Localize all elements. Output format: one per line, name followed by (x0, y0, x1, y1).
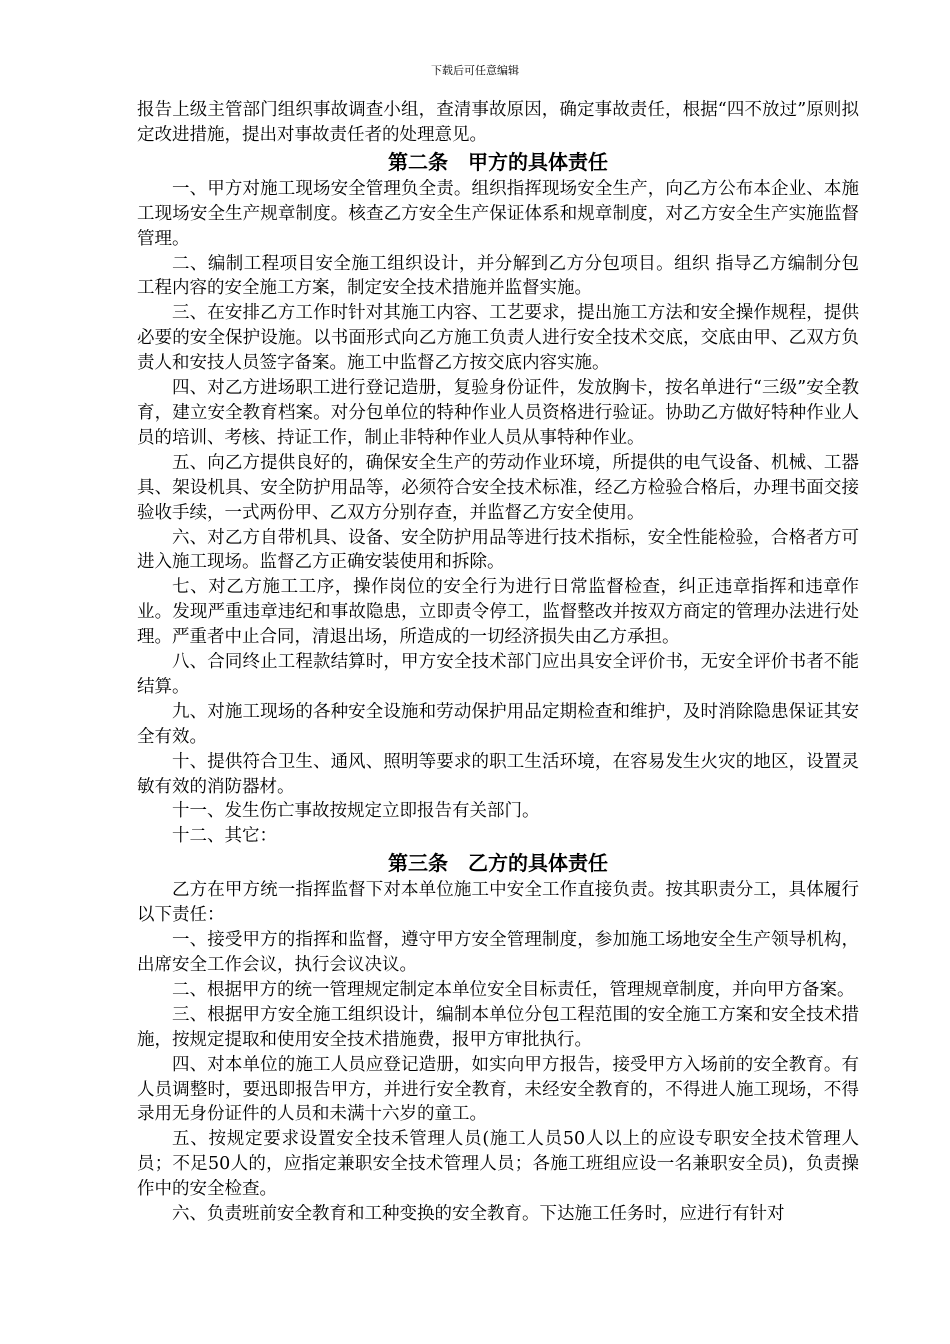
section-2-item-8: 八、合同终止工程款结算时，甲方安全技术部门应出具安全评价书，无安全评价书者不能结算。 (137, 652, 859, 697)
section-2-item-5: 五、向乙方提供良好的，确保安全生产的劳动作业环境，所提供的电气设备、机械、工器具、架设机具、安全防护用品等，必须符合安全技术标准，经乙方检验合格后，办理书面交接验收手续，一式两份甲、乙双方分别存查，并监督乙方安全使用。 (137, 452, 859, 523)
section-3-intro: 乙方在甲方统一指挥监督下对本单位施工中安全工作直接负责。按其职责分工，具体履行以下责任： (137, 880, 859, 926)
section-2-item-1: 一、甲方对施工现场安全管理负全责。组织指挥现场安全生产，向乙方公布本企业、本施工现场安全生产规章制度。核查乙方安全生产保证体系和规章制度，对乙方安全生产实施监督管理。 (137, 178, 859, 249)
section-2-item-6: 六、对乙方自带机具、设备、安全防护用品等进行技术指标，安全性能检验，合格者方可进入施工现场。监督乙方正确安装使用和拆除。 (137, 527, 859, 573)
page-header-note: 下载后可任意编辑 (431, 64, 519, 77)
section-3-item-2: 二、根据甲方的统一管理规定制定本单位安全目标责任，管理规章制度，并向甲方备案。 (172, 979, 855, 1000)
intro-paragraph: 报告上级主管部门组织事故调查小组，查清事故原因，确定事故责任，根据“四不放过”原则拟定改进措施，提出对事故责任者的处理意见。 (137, 100, 859, 145)
section-2-item-11: 十一、发生伤亡事故按规定立即报告有关部门。 (172, 801, 540, 822)
section-2-heading: 第二条 甲方的具体责任 (388, 149, 608, 174)
section-2-item-12: 十二、其它： (172, 826, 277, 847)
section-2-item-4: 四、对乙方进场职工进行登记造册，复验身份证件，发放胸卡，按名单进行“三级”安全教育，建立安全教育档案。对分包单位的特种作业人员资格进行验证。协助乙方做好特种作业人员的培训、考核、持证工作，制止非特种作业人员从事特种作业。 (137, 378, 859, 448)
section-2-item-10: 十、提供符合卫生、通风、照明等要求的职工生活环境，在容易发生火灾的地区，设置灵敏有效的消防器材。 (137, 751, 859, 797)
section-3-item-4: 四、对本单位的施工人员应登记造册，如实向甲方报告，接受甲方入场前的安全教育。有人员调整时，要迅即报告甲方，并进行安全教育，未经安全教育的，不得进人施工现场，不得录用无身份证件的人员和未满十六岁的童工。 (137, 1054, 859, 1125)
section-3-item-1: 一、接受甲方的指挥和监督，遵守甲方安全管理制度，参加施工场地安全生产领导机构，出席安全工作会议，执行会议决议。 (137, 930, 859, 975)
section-2-item-9: 九、对施工现场的各种安全设施和劳动保护用品定期检查和维护，及时消除隐患保证其安全有效。 (137, 701, 859, 747)
document-body (137, 98, 859, 1227)
section-2-item-3: 三、在安排乙方工作时针对其施工内容、工艺要求，提出施工方法和安全操作规程，提供必要的安全保护设施。以书面形式向乙方施工负责人进行安全技术交底，交底由甲、乙双方负责人和安技人员签字备案。施工中监督乙方按交底内容实施。 (137, 303, 859, 374)
section-3-item-6: 六、负责班前安全教育和工种变换的安全教育。下达施工任务时，应进行有针对 (172, 1204, 785, 1225)
section-3-item-5: 五、按规定要求设置安全技禾管理人员(施工人员50人以上的应设专职安全技术管理人员；不足50人的，应指定兼职安全技术管理人员；各施工班组应设一名兼职安全员)，负责操作中的安全检查。 (137, 1129, 859, 1200)
section-2-item-2: 二、编制工程项目安全施工组织设计，并分解到乙方分包项目。组织 指导乙方编制分包工程内容的安全施工方案，制定安全技术措施并监督实施。 (137, 253, 859, 299)
section-2-item-7: 七、对乙方施工工序，操作岗位的安全行为进行日常监督检查，纠正违章指挥和违章作业。发现严重违章违纪和事故隐患，立即责令停工，监督整改并按双方商定的管理办法进行处理。严重者中止合同，清退出场，所造成的一切经济损失由乙方承担。 (137, 577, 859, 648)
section-3-heading: 第三条 乙方的具体责任 (388, 851, 608, 876)
section-3-item-3: 三、根据甲方安全施工组织设计，编制本单位分包工程范围的安全施工方案和安全技术措施，按规定提取和使用安全技术措施费，报甲方审批执行。 (137, 1004, 859, 1050)
